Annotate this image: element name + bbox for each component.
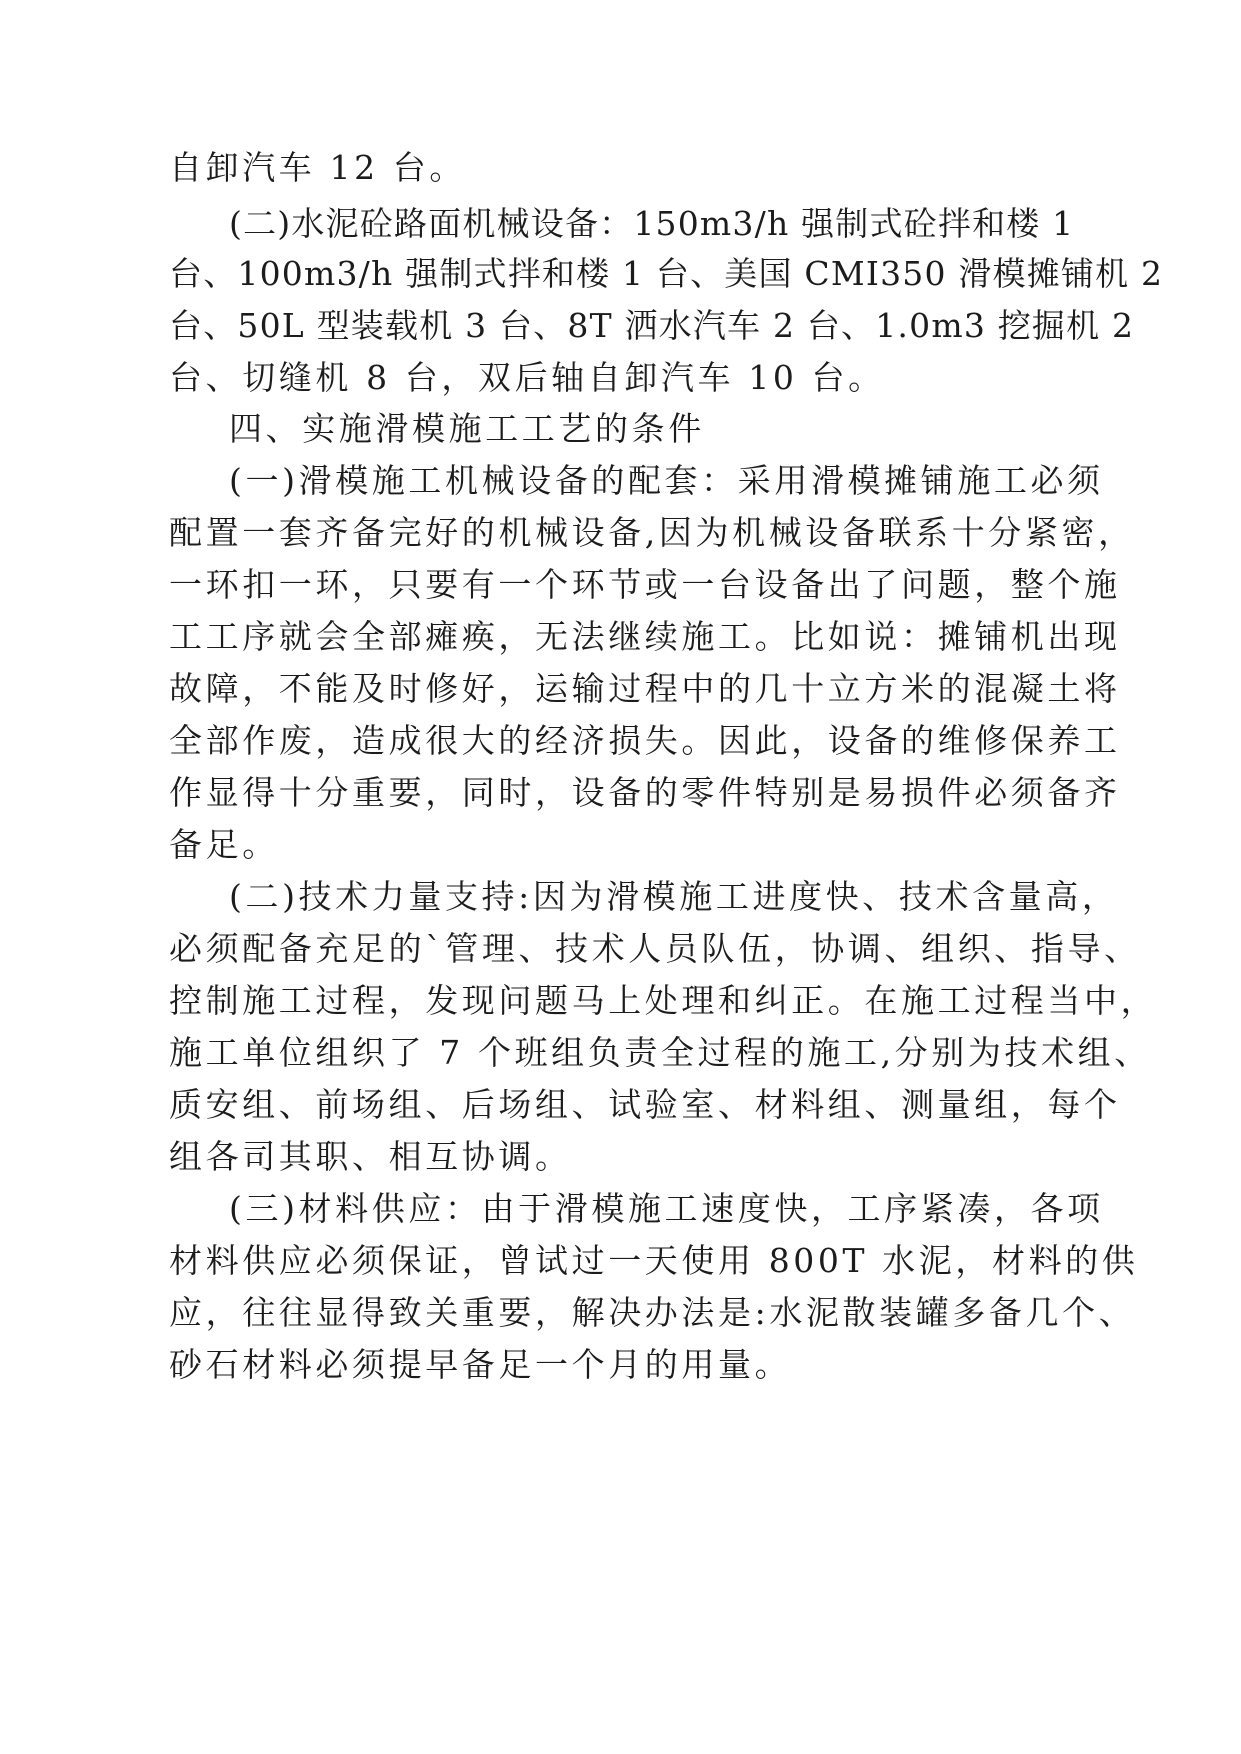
paragraph-line: 台、50L 型装载机 3 台、8T 洒水汽车 2 台、1.0m3 挖掘机 2 xyxy=(169,306,1135,345)
paragraph-line: 应，往往显得致关重要，解决办法是:水泥散装罐多备几个、 xyxy=(169,1293,1136,1332)
paragraph-line: 台、切缝机 8 台，双后轴自卸汽车 10 台。 xyxy=(169,358,885,397)
paragraph-line: (二)水泥砼路面机械设备：150m3/h 强制式砼拌和楼 1 xyxy=(229,204,1075,243)
paragraph-line: 控制施工过程，发现问题马上处理和纠正。在施工过程当中， xyxy=(169,981,1158,1020)
paragraph-line: 材料供应必须保证，曾试过一天使用 800T 水泥，材料的供 xyxy=(169,1241,1139,1280)
paragraph-line: 必须配备充足的`管理、技术人员队伍，协调、组织、指导、 xyxy=(169,929,1141,968)
paragraph-line: (三)材料供应：由于滑模施工速度快，工序紧凑，各项 xyxy=(229,1189,1104,1228)
paragraph-line: 组各司其职、相互协调。 xyxy=(169,1137,572,1176)
paragraph-line: 故障，不能及时修好，运输过程中的几十立方米的混凝土将 xyxy=(169,669,1121,708)
paragraph-line: 全部作废，造成很大的经济损失。因此，设备的维修保养工 xyxy=(169,721,1121,760)
paragraph-line: (一)滑模施工机械设备的配套：采用滑模摊铺施工必须 xyxy=(229,461,1104,500)
paragraph-line: 工工序就会全部瘫痪，无法继续施工。比如说：摊铺机出现 xyxy=(169,617,1121,656)
paragraph-line: (二)技术力量支持:因为滑模施工进度快、技术含量高， xyxy=(229,877,1119,916)
paragraph-line: 备足。 xyxy=(169,825,279,864)
paragraph-line: 配置一套齐备完好的机械设备,因为机械设备联系十分紧密， xyxy=(169,513,1135,552)
paragraph-line: 自卸汽车 12 台。 xyxy=(169,148,466,187)
paragraph-line: 质安组、前场组、后场组、试验室、材料组、测量组，每个 xyxy=(169,1085,1121,1124)
paragraph-line: 砂石材料必须提早备足一个月的用量。 xyxy=(169,1345,792,1384)
paragraph-line: 施工单位组织了 7 个班组负责全过程的施工,分别为技术组、 xyxy=(169,1033,1151,1072)
paragraph-line: 作显得十分重要，同时，设备的零件特别是易损件必须备齐 xyxy=(169,773,1121,812)
paragraph-line: 一环扣一环，只要有一个环节或一台设备出了问题，整个施 xyxy=(169,565,1121,604)
paragraph-line: 台、100m3/h 强制式拌和楼 1 台、美国 CMI350 滑模摊铺机 2 xyxy=(169,254,1164,293)
section-heading: 四、实施滑模施工工艺的条件 xyxy=(229,409,705,448)
